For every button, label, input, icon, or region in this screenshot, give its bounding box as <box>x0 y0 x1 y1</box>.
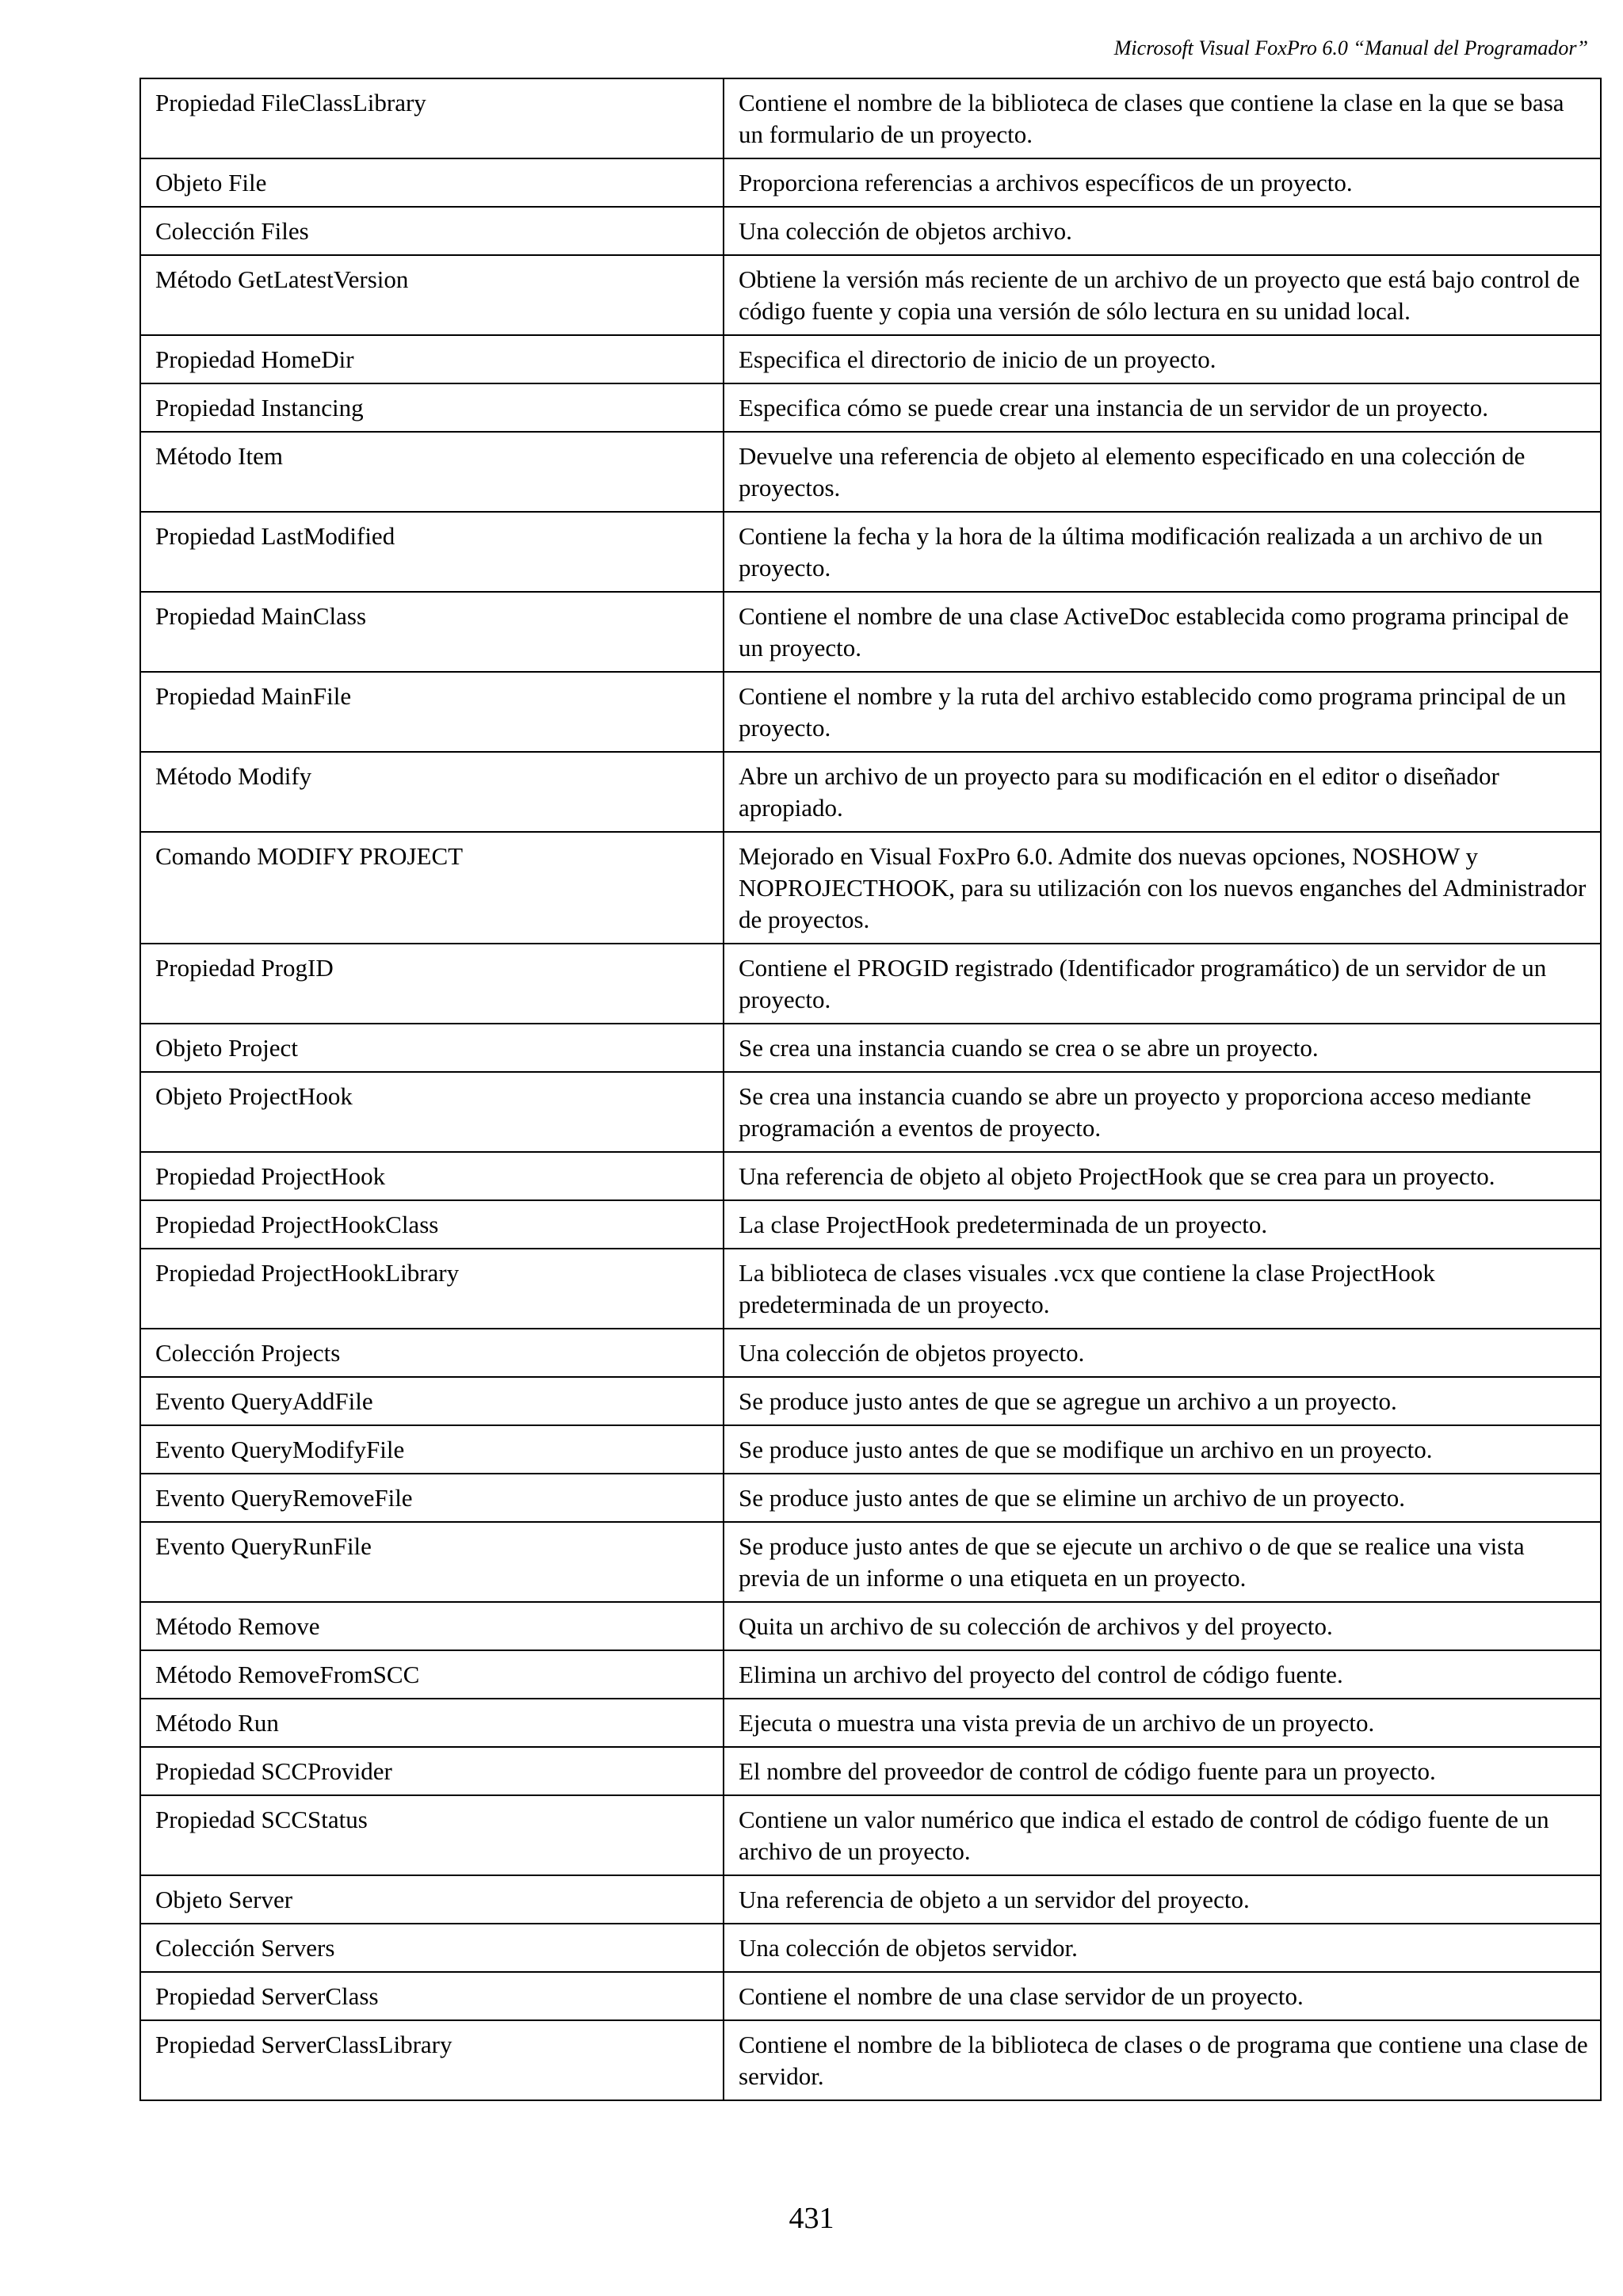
description-cell: Se produce justo antes de que se modifique un archivo en un proyecto. <box>724 1425 1601 1474</box>
term-cell: Colección Servers <box>140 1924 724 1972</box>
description-cell: Ejecuta o muestra una vista previa de un archivo de un proyecto. <box>724 1699 1601 1747</box>
term-cell: Propiedad ServerClass <box>140 1972 724 2020</box>
table-row <box>140 1650 1601 1699</box>
term-cell: Propiedad MainFile <box>140 672 724 752</box>
table-row <box>140 78 1601 158</box>
description-cell: La clase ProjectHook predeterminada de un proyecto. <box>724 1200 1601 1249</box>
description-cell: Se produce justo antes de que se ejecute un archivo o de que se realice una vista previa de un informe o una etiqueta en un proyecto. <box>724 1522 1601 1602</box>
term-cell: Propiedad SCCStatus <box>140 1795 724 1875</box>
description-cell: Especifica el directorio de inicio de un proyecto. <box>724 335 1601 383</box>
description-cell: Obtiene la versión más reciente de un archivo de un proyecto que está bajo control de código fuente y copia una versión de sólo lectura en su unidad local. <box>724 255 1601 335</box>
table-row <box>140 335 1601 383</box>
table-row <box>140 832 1601 944</box>
table-row <box>140 2020 1601 2100</box>
description-cell: Una referencia de objeto a un servidor del proyecto. <box>724 1875 1601 1924</box>
table-row <box>140 1425 1601 1474</box>
running-header: Microsoft Visual FoxPro 6.0 “Manual del Programador” <box>1113 36 1588 59</box>
description-cell: Contiene la fecha y la hora de la última modificación realizada a un archivo de un proyecto. <box>724 512 1601 592</box>
table-row <box>140 207 1601 255</box>
table-row <box>140 1924 1601 1972</box>
description-cell: Quita un archivo de su colección de archivos y del proyecto. <box>724 1602 1601 1650</box>
term-cell: Propiedad HomeDir <box>140 335 724 383</box>
description-cell: Especifica cómo se puede crear una instancia de un servidor de un proyecto. <box>724 383 1601 432</box>
description-cell: Contiene un valor numérico que indica el estado de control de código fuente de un archivo de un proyecto. <box>724 1795 1601 1875</box>
term-cell: Propiedad FileClassLibrary <box>140 78 724 158</box>
description-cell: Contiene el nombre de la biblioteca de clases que contiene la clase en la que se basa un formulario de un proyecto. <box>724 78 1601 158</box>
description-cell: Una referencia de objeto al objeto ProjectHook que se crea para un proyecto. <box>724 1152 1601 1200</box>
description-cell: Contiene el nombre de una clase ActiveDoc establecida como programa principal de un proyecto. <box>724 592 1601 672</box>
table-row <box>140 1152 1601 1200</box>
table-row <box>140 1972 1601 2020</box>
description-cell: Se crea una instancia cuando se abre un proyecto y proporciona acceso mediante programación a eventos de proyecto. <box>724 1072 1601 1152</box>
term-cell: Propiedad ProjectHookClass <box>140 1200 724 1249</box>
term-cell: Objeto Server <box>140 1875 724 1924</box>
description-cell: Una colección de objetos proyecto. <box>724 1329 1601 1377</box>
term-cell: Evento QueryRunFile <box>140 1522 724 1602</box>
table-row <box>140 1024 1601 1072</box>
description-cell: El nombre del proveedor de control de código fuente para un proyecto. <box>724 1747 1601 1795</box>
table-row <box>140 1072 1601 1152</box>
term-cell: Propiedad ProjectHookLibrary <box>140 1249 724 1329</box>
reference-table <box>139 78 1602 2101</box>
description-cell: Contiene el nombre y la ruta del archivo establecido como programa principal de un proyecto. <box>724 672 1601 752</box>
table-body <box>140 78 1601 2100</box>
term-cell: Evento QueryModifyFile <box>140 1425 724 1474</box>
description-cell: Devuelve una referencia de objeto al elemento especificado en una colección de proyectos. <box>724 432 1601 512</box>
table-row <box>140 752 1601 832</box>
description-cell: Una colección de objetos servidor. <box>724 1924 1601 1972</box>
term-cell: Método Run <box>140 1699 724 1747</box>
term-cell: Método Item <box>140 432 724 512</box>
term-cell: Método Remove <box>140 1602 724 1650</box>
table-row <box>140 1795 1601 1875</box>
description-cell: Contiene el PROGID registrado (Identificador programático) de un servidor de un proyecto. <box>724 944 1601 1024</box>
table-row <box>140 1377 1601 1425</box>
table-row <box>140 1875 1601 1924</box>
table-row <box>140 1522 1601 1602</box>
term-cell: Propiedad ProjectHook <box>140 1152 724 1200</box>
description-cell: Se crea una instancia cuando se crea o se abre un proyecto. <box>724 1024 1601 1072</box>
term-cell: Colección Projects <box>140 1329 724 1377</box>
page-number: 431 <box>789 2202 834 2235</box>
description-cell: Contiene el nombre de una clase servidor de un proyecto. <box>724 1972 1601 2020</box>
description-cell: Proporciona referencias a archivos específicos de un proyecto. <box>724 158 1601 207</box>
table-row <box>140 512 1601 592</box>
table-row <box>140 1602 1601 1650</box>
term-cell: Propiedad ProgID <box>140 944 724 1024</box>
description-cell: Contiene el nombre de la biblioteca de clases o de programa que contiene una clase de servidor. <box>724 2020 1601 2100</box>
description-cell: Abre un archivo de un proyecto para su modificación en el editor o diseñador apropiado. <box>724 752 1601 832</box>
table-row <box>140 432 1601 512</box>
term-cell: Método Modify <box>140 752 724 832</box>
table-row <box>140 255 1601 335</box>
table-row <box>140 1200 1601 1249</box>
table-row <box>140 1329 1601 1377</box>
description-cell: La biblioteca de clases visuales .vcx que contiene la clase ProjectHook predeterminada de un proyecto. <box>724 1249 1601 1329</box>
table-row <box>140 944 1601 1024</box>
description-cell: Se produce justo antes de que se agregue un archivo a un proyecto. <box>724 1377 1601 1425</box>
term-cell: Método GetLatestVersion <box>140 255 724 335</box>
description-cell: Una colección de objetos archivo. <box>724 207 1601 255</box>
description-cell: Mejorado en Visual FoxPro 6.0. Admite dos nuevas opciones, NOSHOW y NOPROJECTHOOK, para su utilización con los nuevos enganches del Administrador de proyectos. <box>724 832 1601 944</box>
term-cell: Objeto File <box>140 158 724 207</box>
table-row <box>140 1474 1601 1522</box>
term-cell: Método RemoveFromSCC <box>140 1650 724 1699</box>
term-cell: Objeto ProjectHook <box>140 1072 724 1152</box>
term-cell: Propiedad LastModified <box>140 512 724 592</box>
term-cell: Propiedad MainClass <box>140 592 724 672</box>
table-row <box>140 1747 1601 1795</box>
term-cell: Propiedad SCCProvider <box>140 1747 724 1795</box>
table-row <box>140 672 1601 752</box>
table-row <box>140 383 1601 432</box>
table-row <box>140 592 1601 672</box>
term-cell: Evento QueryRemoveFile <box>140 1474 724 1522</box>
table-row <box>140 158 1601 207</box>
term-cell: Colección Files <box>140 207 724 255</box>
term-cell: Evento QueryAddFile <box>140 1377 724 1425</box>
term-cell: Propiedad Instancing <box>140 383 724 432</box>
table-row <box>140 1699 1601 1747</box>
term-cell: Objeto Project <box>140 1024 724 1072</box>
description-cell: Se produce justo antes de que se elimine un archivo de un proyecto. <box>724 1474 1601 1522</box>
term-cell: Propiedad ServerClassLibrary <box>140 2020 724 2100</box>
table-row <box>140 1249 1601 1329</box>
description-cell: Elimina un archivo del proyecto del control de código fuente. <box>724 1650 1601 1699</box>
term-cell: Comando MODIFY PROJECT <box>140 832 724 944</box>
